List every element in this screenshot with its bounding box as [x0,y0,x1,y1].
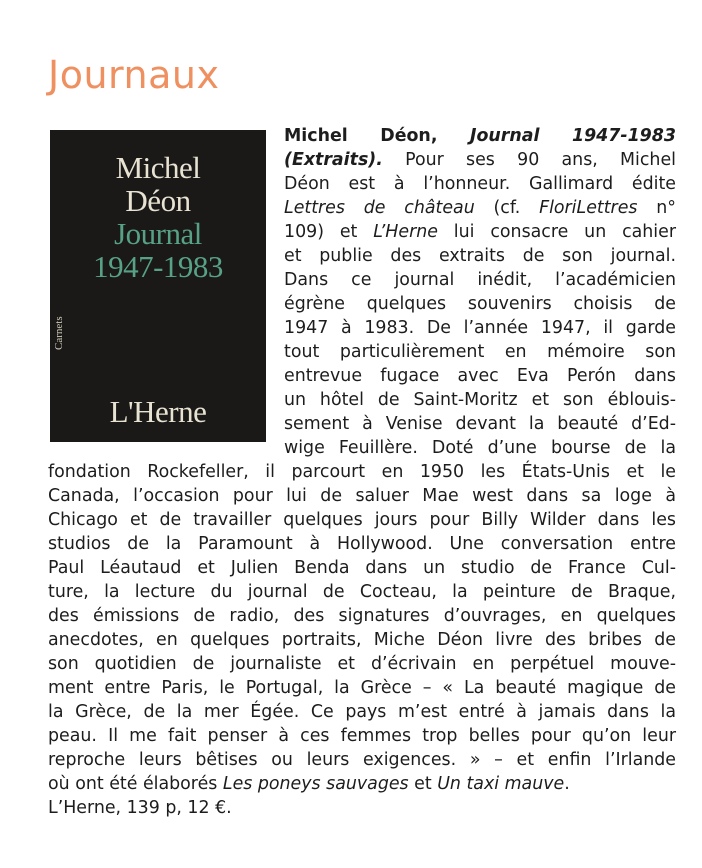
review-text-line: Déon est à l’honneur. Gallimard édite [284,174,676,194]
review-text-line: anecdotes, en quelques portraits, Miche Déon livre des bribes de [48,630,676,650]
cover-series-label: Carnets [53,316,65,350]
review-text-line: Chicago et de travailler quelques jours pour Billy Wilder dans les [48,510,676,530]
review-text-line: Lettres de château (cf. FloriLettres n° [284,198,676,218]
review-text-line: et publie des extraits de son journal. [284,246,676,266]
review-text-line: peau. Il me fait penser à ces femmes trop belles pour qu’on leur [48,726,676,746]
review-text-line: wige Feuillère. Doté d’une bourse de la [284,438,676,458]
review-text-line: ture, la lecture du journal de Cocteau, la peinture de Braque, [48,582,676,602]
review-text-line: un hôtel de Saint-Moritz et son éblouis- [284,390,676,410]
review-text-line: où ont été élaborés Les poneys sauvages et Un taxi mauve. [48,774,570,794]
review-text-line: fondation Rockefeller, il parcourt en 1950 les États-Unis et le [48,462,676,482]
review-text-line: reproche leurs bêtises ou leurs exigences. » – et enfin l’Irlande [48,750,676,770]
review-text-line: studios de la Paramount à Hollywood. Une conversation entre [48,534,676,554]
review-text-line: Paul Léautaud et Julien Benda dans un studio de France Cul- [48,558,676,578]
review-text-line: L’Herne, 139 p, 12 €. [48,798,232,818]
review-text-line: tout particulièrement en mémoire son [284,342,676,362]
review-text-line: ment entre Paris, le Portugal, la Grèce – « La beauté magique de [48,678,676,698]
review-text-line: son quotidien de journaliste et d’écrivain en perpétuel mouve- [48,654,676,674]
review-text-line: Dans ce journal inédit, l’académicien [284,270,676,290]
cover-author-last-name: Déon [125,183,191,218]
review-text-line: égrène quelques souvenirs choisis de [284,294,676,314]
review-text-line: 1947 à 1983. De l’année 1947, il garde [284,318,676,338]
review-text-line: sement à Venise devant la beauté d’Ed- [284,414,676,434]
review-text-line: Canada, l’occasion pour lui de saluer Mae west dans sa loge à [48,486,676,506]
review-text-line: Michel Déon, Journal 1947-1983 [284,126,676,146]
section-title: Journaux [48,53,220,97]
review-text-line: des émissions de radio, des signatures d’ouvrages, en quelques [48,606,676,626]
cover-title: Journal [114,216,202,251]
review-text-line: 109) et L’Herne lui consacre un cahier [284,222,676,242]
review-text-line: entrevue fugace avec Eva Perón dans [284,366,676,386]
cover-author-first-name: Michel [115,150,201,185]
cover-publisher: L'Herne [109,394,207,429]
review-text-line: (Extraits). Pour ses 90 ans, Michel [284,150,676,170]
cover-title-years: 1947-1983 [93,249,223,284]
book-cover-image [50,130,266,442]
review-text-line: la Grèce, de la mer Égée. Ce pays m’est entré à jamais dans la [48,702,676,722]
